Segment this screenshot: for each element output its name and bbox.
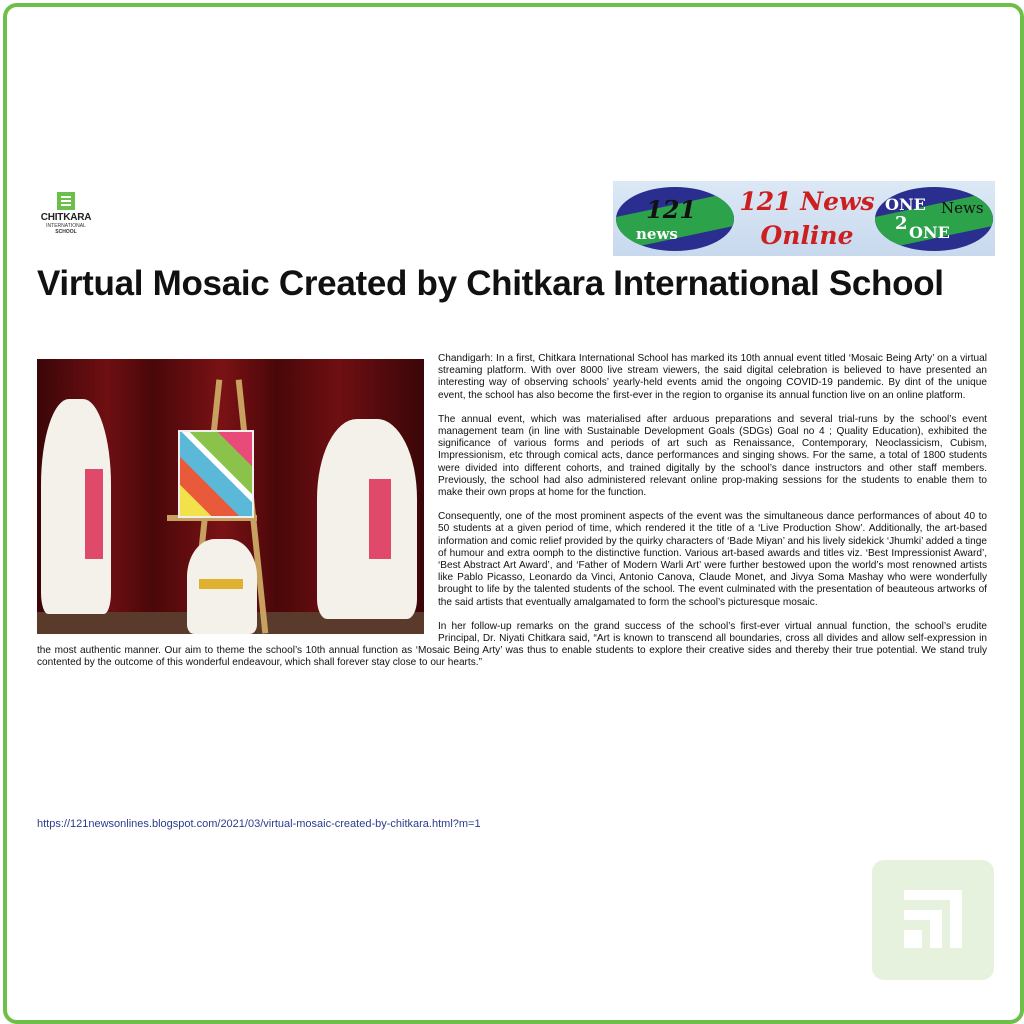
banner-title-line2: Online [760,221,854,250]
logo-name: CHITKARA [40,212,92,223]
banner-121-news-badge [616,187,734,251]
school-logo [36,192,96,235]
logo-subtitle: INTERNATIONAL [46,223,86,229]
paragraph: Consequently, one of the most prominent aspects of the event was the simultaneous dance performances of about 40 to 50 students at a given period of time, which rendered it the title of a ‘Live Production Show’. Additionally, the art-based information and comic relief provided by the quirky characters of ‘Bade Miyan’ and his lively sidekick ‘Jhumki’ added a tinge of humour and extra oomph to the distinctive function. Various art-based awards and titles viz. ‘Best Impressionist Award’, ‘Best Abstract Art Award’, and ‘Father of Modern Warli Art’ were further bestowed upon the world’s most renowned artists like Pablo Picasso, Leonardo da Vinci, Antonio Canova, Claude Monet, and Jivya Soma Mashay who were wonderfully brought to life by the talented students of the school. The event culminated with the presentation of beauteous artworks of the said artists that eventually amalgamated to form the school’s picturesque mosaic. [438,511,987,608]
source-link[interactable]: https://121newsonlines.blogspot.com/2021/03/virtual-mosaic-created-by-chitkara.html?m=1 [37,818,481,830]
article-headline: Virtual Mosaic Created by Chitkara International School [37,264,944,303]
banner-right-news: News [941,199,984,217]
logo-subtitle-school: SCHOOL [55,229,77,235]
paragraph: Chandigarh: In a first, Chitkara International School has marked its 10th annual event titled ‘Mosaic Being Arty’ on a virtual streaming platform. With over 8000 live stream viewers, the said digital celebration is believed to have presented an interesting way of observing schools’ yearly-held events amid the ongoing COVID-19 pandemic. By dint of the unique event, the school has also become the first-ever in the region to organise its annual function live on an online platform. [438,353,987,401]
banner-left-word: news [636,225,678,243]
banner-title-line1: 121 News [739,187,875,216]
banner-title [737,185,877,253]
banner-right-one: ONE [885,195,926,214]
news-banner [613,181,995,256]
banner-one2one-badge [875,187,993,251]
banner-right-one-2: ONE [909,223,950,242]
article-body [37,353,987,682]
banner-left-number: 121 [646,195,697,224]
paragraph: In her follow-up remarks on the grand success of the school’s first-ever virtual annual function, the school’s erudite Principal, Dr. Niyati Chitkara said, “Art is known to transcend all boundaries, cross all divides and allow self-expression in the most authentic manner. Our aim to theme the school’s 10th annual function as ‘Mosaic Being Arty’ was thus to enable students to explore their creative sides and thereby their true potential. We stand truly contented by the outcome of this wonderful endeavour, which shall forever stay close to our hearts.” [37,620,987,669]
paragraph: The annual event, which was materialised after arduous preparations and several trial-runs by the school’s event management team (in line with Sustainable Development Goals (SDGs) Goal no 4 ; Quality Education), exhibited the significance of various forms and periods of art such as Renaissance, Contemporary, Neoclassicism, Cubism, Impressionism, etc through comical acts, dance performances and singing shows. For the same, a total of 1800 students were divided into different cohorts, and trained digitally by the school’s dance instructors and other staff members. Previously, the school had also administered relevant online prop-making sessions for the students to enable them to make their own props at home for the function. [438,413,987,499]
banner-right-two: 2 [895,213,908,234]
logo-mark-icon [57,192,75,210]
chitkara-watermark-icon [872,860,994,980]
